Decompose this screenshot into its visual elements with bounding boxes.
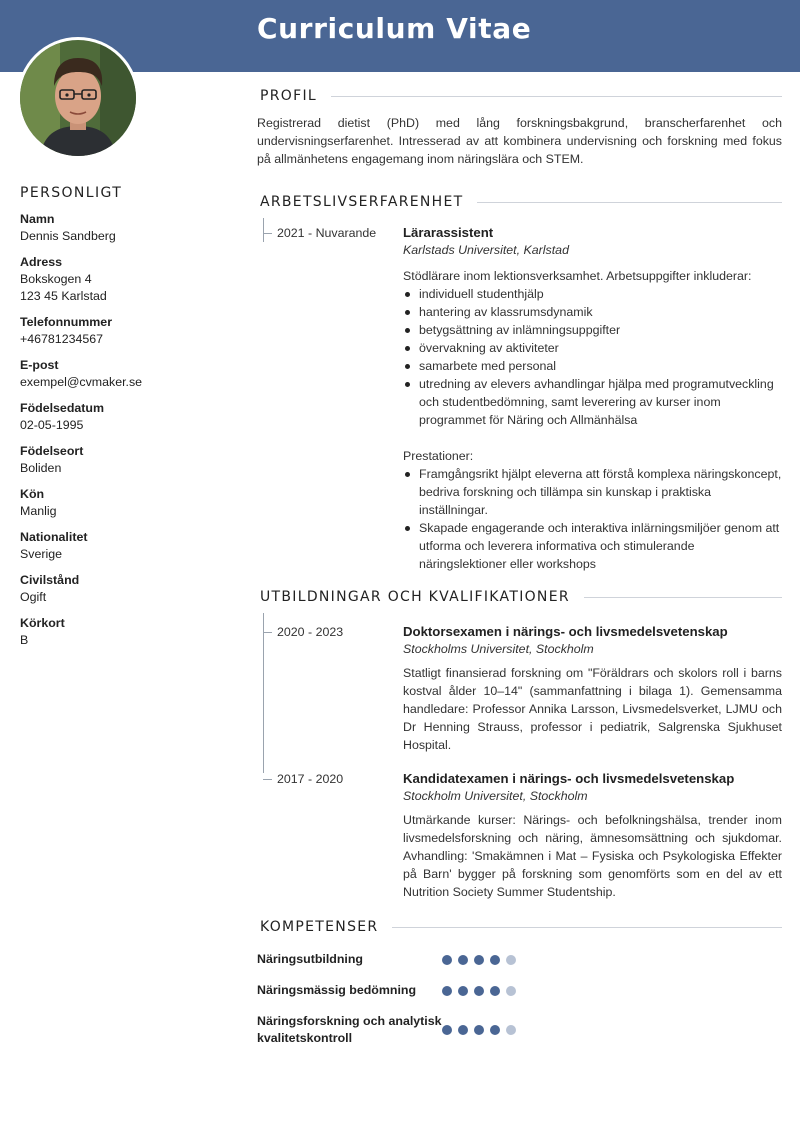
rating-dot-filled [490,986,500,996]
entry-organization: Karlstads Universitet, Karlstad [403,243,569,257]
entry-intro: Stödlärare inom lektionsverksamhet. Arbetsuppgifter inkluderar: [403,269,752,283]
experience-entry [257,224,782,573]
personal-field-value: Manlig [20,504,57,518]
entry-description: Statligt finansierad forskning om "Föräldrars och skolors roll i barns kostval ålder 10–14" (sammanfattning i bilaga 1). Gemensamma handledare: Professor Annika Larsson, Livsmedelsverket, LJMU och Dr Henning Strauss, professor i pediatrik, Salgrenska Sjukhuset Hospital. [403,666,782,752]
skill-row [257,951,782,968]
cv-title: Curriculum Vitae [257,12,532,45]
skill-rating [442,986,516,996]
rating-dot-filled [442,986,452,996]
heading-divider [331,96,782,97]
entry-title: Kandidatexamen i närings- och livsmedelsvetenskap [403,771,735,786]
personal-field-label: E-post [20,358,59,372]
rating-dot-filled [474,986,484,996]
personal-field [20,615,220,649]
profile-photo [20,40,136,156]
skill-rating [442,955,516,965]
personal-field-value: +46781234567 [20,332,104,346]
profile-heading: PROFIL [260,88,317,104]
education-heading-row [260,589,782,605]
duties-list [403,285,782,429]
achievements-label: Prestationer: [403,449,474,463]
personal-field-label: Namn [20,212,55,226]
heading-divider [392,927,782,928]
rating-dot-empty [506,986,516,996]
rating-dot-filled [442,955,452,965]
duty-item: betygsättning av inlämningsuppgifter [403,321,782,339]
main-column [257,88,782,1061]
education-entry [257,623,782,754]
personal-field-label: Telefonnummer [20,315,113,329]
duty-item: övervakning av aktiviteter [403,339,782,357]
personal-field-label: Födelseort [20,444,84,458]
rating-dot-filled [474,1025,484,1035]
achievements-list [403,465,782,573]
skill-row [257,982,782,999]
skill-name: Näringsforskning och analytisk kvalitetskontroll [257,1014,442,1045]
entry-organization: Stockholm Universitet, Stockholm [403,789,588,803]
heading-divider [584,597,782,598]
personal-section [20,185,220,658]
personal-field-label: Kön [20,487,45,501]
entry-body [403,770,782,901]
entry-date: 2017 - 2020 [257,770,403,901]
rating-dot-filled [442,1025,452,1035]
personal-field [20,314,220,348]
personal-field-value: Bokskogen 4 [20,272,92,286]
profile-heading-row [260,88,782,104]
rating-dot-empty [506,1025,516,1035]
entry-date: 2020 - 2023 [257,623,403,754]
rating-dot-filled [458,1025,468,1035]
rating-dot-empty [506,955,516,965]
skills-list [257,951,782,1047]
personal-field-value: exempel@cvmaker.se [20,375,143,389]
entry-body [403,224,782,573]
entry-body [403,623,782,754]
achievement-item: Framgångsrikt hjälpt eleverna att förstå komplexa näringskoncept, bedriva forskning och tillämpa sin kunskap i praktiska inställningar. [403,465,782,519]
personal-field-label: Nationalitet [20,530,88,544]
personal-field-value: 02-05-1995 [20,418,84,432]
avatar [17,37,139,159]
personal-field [20,400,220,434]
personal-field-label: Körkort [20,616,65,630]
personal-field [20,486,220,520]
profile-text: Registrerad dietist (PhD) med lång forskningsbakgrund, branscherfarenhet och undervisningserfarenhet. Intresserad av att kombinera undervisning och forskning med fokus på allmänhetens engagemang inom näringslära och STEM. [257,116,782,166]
skills-heading: KOMPETENSER [260,919,379,935]
entry-description: Utmärkande kurser: Närings- och befolkningshälsa, trender inom livsmedelsforskning och näring, ämnesomsättning och sjukdomar. Avhandling: 'Smakämnen i Mat – Fysiska och Psykologiska Effekter på Barn' bygger på forskning som genomförts som en del av ett Nutrition Society Summer Studentship. [403,813,782,899]
skills-heading-row [260,919,782,935]
experience-timeline [257,224,782,573]
personal-field-value: Sverige [20,547,63,561]
rating-dot-filled [490,955,500,965]
personal-fields [20,211,220,649]
personal-field [20,572,220,606]
duty-item: individuell studenthjälp [403,285,782,303]
entry-title: Doktorsexamen i närings- och livsmedelsvetenskap [403,624,728,639]
skill-name: Näringsutbildning [257,952,363,966]
duty-item: samarbete med personal [403,357,782,375]
entry-organization: Stockholms Universitet, Stockholm [403,642,594,656]
personal-heading: PERSONLIGT [20,185,123,201]
rating-dot-filled [458,955,468,965]
heading-divider [477,202,782,203]
education-heading: UTBILDNINGAR OCH KVALIFIKATIONER [260,589,570,605]
personal-field [20,211,220,245]
personal-field-value: Ogift [20,590,47,604]
personal-field-value: Boliden [20,461,62,475]
duty-item: utredning av elevers avhandlingar hjälpa med programutveckling och studentbedömning, samt leverering av kurser inom programmet för Näring och Allmänhälsa [403,375,782,429]
personal-field-value: 123 45 Karlstad [20,289,107,303]
personal-field-label: Födelsedatum [20,401,104,415]
personal-field-label: Civilstånd [20,573,80,587]
achievement-item: Skapade engagerande och interaktiva inlärningsmiljöer genom att utforma och leverera informativa och stimulerande näringslektioner eller workshops [403,519,782,573]
duty-item: hantering av klassrumsdynamik [403,303,782,321]
skill-row [257,1013,782,1047]
skill-rating [442,1025,516,1035]
personal-field-value: B [20,633,29,647]
personal-field [20,357,220,391]
experience-heading-row [260,194,782,210]
rating-dot-filled [458,986,468,996]
entry-date: 2021 - Nuvarande [257,224,403,573]
personal-field [20,529,220,563]
skill-name: Näringsmässig bedömning [257,983,417,997]
experience-heading: ARBETSLIVSERFARENHET [260,194,464,210]
personal-field [20,443,220,477]
personal-field-label: Adress [20,255,63,269]
rating-dot-filled [474,955,484,965]
education-timeline [257,623,782,901]
entry-title: Lärarassistent [403,225,494,240]
education-entry [257,770,782,901]
personal-field-value: Dennis Sandberg [20,229,116,243]
personal-field [20,254,220,305]
rating-dot-filled [490,1025,500,1035]
